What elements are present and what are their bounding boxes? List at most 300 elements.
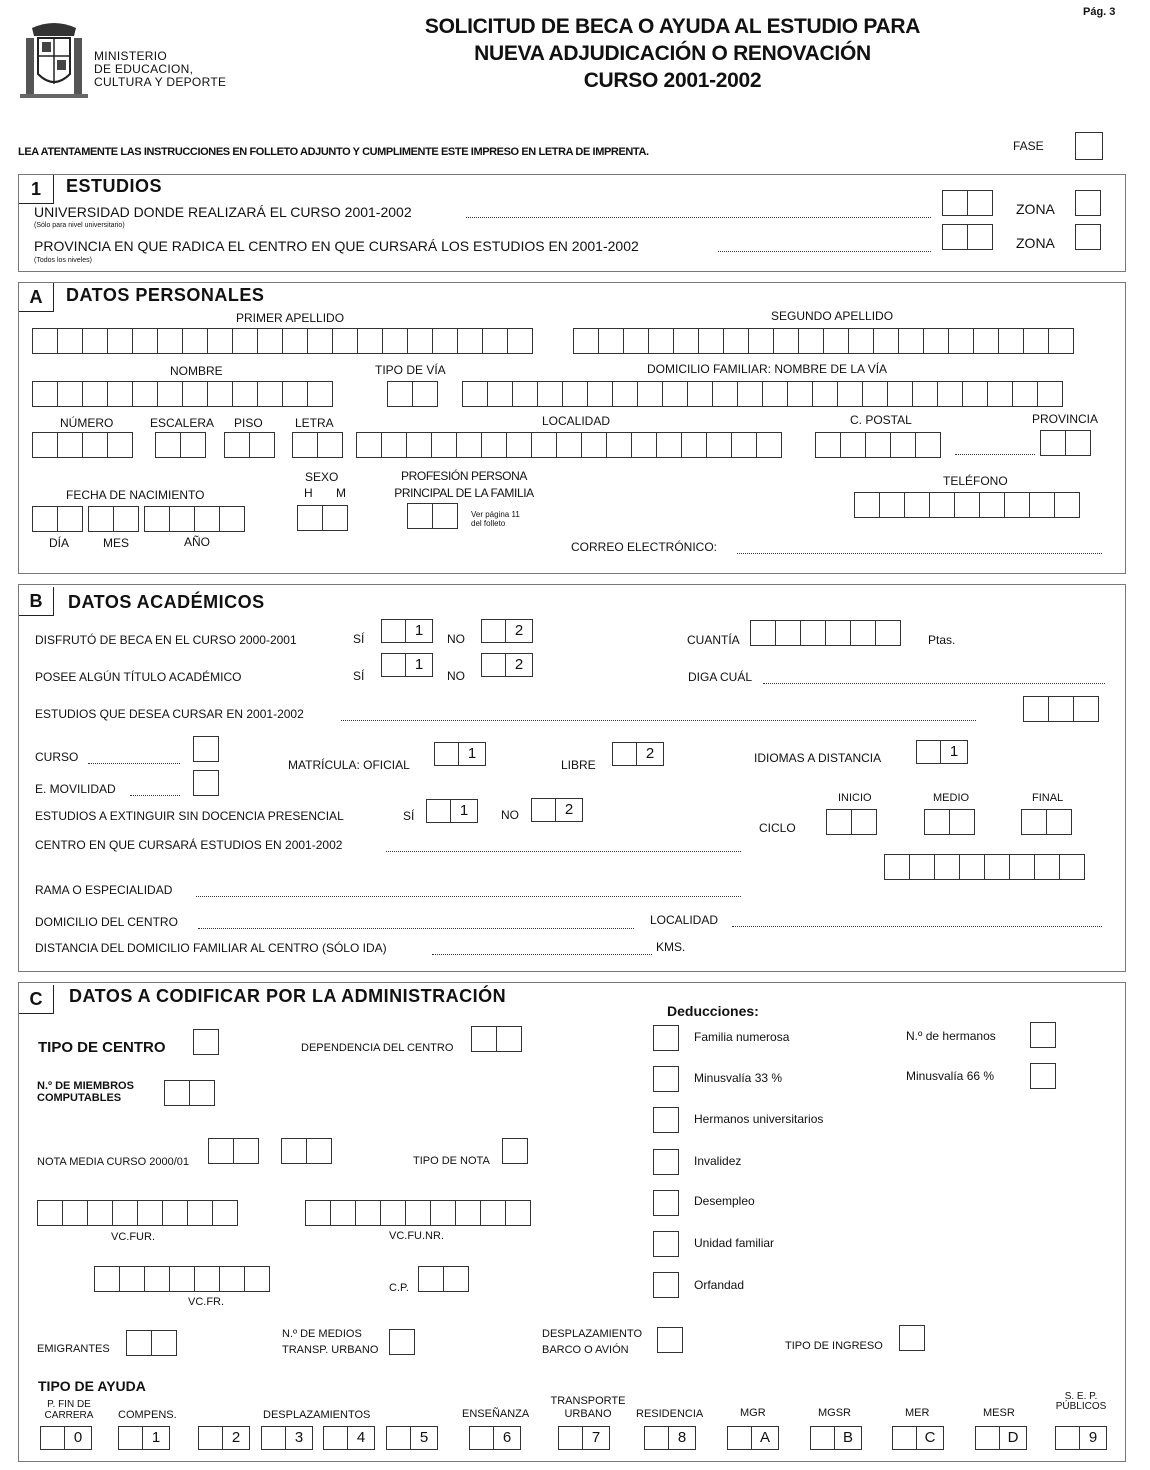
char-box[interactable]	[244, 1266, 270, 1292]
char-box[interactable]	[482, 328, 508, 354]
char-box[interactable]	[471, 1026, 497, 1052]
curso-box[interactable]	[193, 736, 219, 762]
char-box[interactable]	[151, 1330, 177, 1356]
char-box[interactable]	[381, 432, 407, 458]
char-box[interactable]	[219, 506, 245, 532]
extinguir-si-box[interactable]: 1	[426, 799, 478, 823]
char-box[interactable]	[573, 328, 599, 354]
char-box[interactable]	[756, 432, 782, 458]
char-box[interactable]	[496, 1026, 522, 1052]
char-box[interactable]	[840, 432, 866, 458]
char-box[interactable]	[984, 854, 1010, 880]
char-box[interactable]	[37, 1200, 63, 1226]
invalidez-box[interactable]	[653, 1149, 679, 1175]
primer-apellido-label: PRIMER APELLIDO	[236, 311, 345, 325]
char-box[interactable]	[998, 328, 1024, 354]
minusvalia-33-box[interactable]	[653, 1066, 679, 1092]
char-box[interactable]	[194, 506, 220, 532]
char-box[interactable]	[107, 381, 133, 407]
cuantia-boxes[interactable]	[750, 620, 901, 646]
dependencia-boxes[interactable]	[471, 1026, 522, 1052]
char-box[interactable]	[787, 381, 813, 407]
matricula-oficial-box[interactable]: 1	[434, 742, 486, 766]
char-box[interactable]	[631, 432, 657, 458]
char-box[interactable]	[306, 1138, 332, 1164]
char-box[interactable]	[307, 328, 333, 354]
char-box[interactable]	[457, 328, 483, 354]
char-box[interactable]	[480, 1200, 506, 1226]
ayuda-code-box[interactable]	[644, 1426, 696, 1450]
char-box[interactable]	[1021, 809, 1047, 835]
nota-media-boxes-2[interactable]	[281, 1138, 332, 1164]
ciclo-inicio-boxes[interactable]	[826, 809, 877, 835]
char-box[interactable]	[418, 1266, 444, 1292]
char-box[interactable]	[1065, 430, 1091, 456]
char-box[interactable]	[182, 328, 208, 354]
fase-box[interactable]	[1075, 132, 1103, 160]
char-box[interactable]	[219, 1266, 245, 1292]
sexo-boxes[interactable]	[297, 505, 348, 531]
char-box[interactable]	[648, 328, 674, 354]
char-box[interactable]	[823, 328, 849, 354]
char-box[interactable]	[875, 620, 901, 646]
char-box[interactable]	[865, 432, 891, 458]
char-box[interactable]	[562, 381, 588, 407]
char-box[interactable]	[32, 432, 58, 458]
char-box[interactable]	[57, 381, 83, 407]
char-box[interactable]	[581, 432, 607, 458]
char-box[interactable]	[723, 328, 749, 354]
char-box[interactable]	[954, 492, 980, 518]
char-box[interactable]	[155, 432, 181, 458]
char-box[interactable]	[282, 381, 308, 407]
char-box[interactable]	[815, 432, 841, 458]
minusvalia-66-label: Minusvalía 66 %	[906, 1069, 995, 1083]
desplaz-barco-label-1: DESPLAZAMIENTO	[542, 1328, 643, 1340]
letra-boxes[interactable]	[292, 432, 343, 458]
char-box[interactable]	[1034, 854, 1060, 880]
provincia-centro-label: PROVINCIA EN QUE RADICA EL CENTRO EN QUE CURSARÁ LOS ESTUDIOS EN 2001-2002	[34, 238, 639, 254]
hermanos-box[interactable]	[1030, 1022, 1056, 1048]
char-box[interactable]	[357, 328, 383, 354]
ayuda-code-box[interactable]	[198, 1426, 250, 1450]
cp-boxes[interactable]	[418, 1266, 469, 1292]
tipo-centro-box[interactable]	[193, 1029, 219, 1055]
char-box[interactable]	[432, 503, 458, 529]
char-box[interactable]	[431, 432, 457, 458]
char-box[interactable]	[825, 620, 851, 646]
mgsr-label: MGSR	[818, 1407, 851, 1419]
char-box[interactable]	[948, 328, 974, 354]
ptas-label: Ptas.	[928, 633, 956, 647]
ciclo-final-boxes[interactable]	[1021, 809, 1072, 835]
unidad-familiar-box[interactable]	[653, 1231, 679, 1257]
char-box[interactable]	[355, 1200, 381, 1226]
char-box[interactable]	[180, 432, 206, 458]
fecha-anio-boxes[interactable]	[144, 506, 245, 532]
piso-boxes[interactable]	[224, 432, 275, 458]
familia-numerosa-box[interactable]	[653, 1025, 679, 1051]
char-box[interactable]	[1048, 696, 1074, 722]
centro-boxes[interactable]	[884, 854, 1085, 880]
desplaz-barco-box[interactable]	[657, 1327, 683, 1353]
char-box[interactable]	[257, 328, 283, 354]
char-box[interactable]	[144, 1266, 170, 1292]
char-box[interactable]	[507, 328, 533, 354]
vcfur-label: VC.FUR.	[111, 1231, 155, 1243]
primer-apellido-boxes[interactable]	[32, 328, 533, 354]
nota-media-boxes-1[interactable]	[208, 1138, 259, 1164]
char-box[interactable]	[126, 1330, 152, 1356]
char-box[interactable]	[189, 1080, 215, 1106]
char-box[interactable]	[598, 328, 624, 354]
domicilio-boxes[interactable]	[462, 381, 1063, 407]
char-box[interactable]	[407, 328, 433, 354]
char-box[interactable]	[884, 854, 910, 880]
char-box[interactable]	[462, 381, 488, 407]
deducciones-title: Deducciones:	[667, 1003, 759, 1019]
char-box[interactable]	[800, 620, 826, 646]
char-box[interactable]	[132, 328, 158, 354]
char-box[interactable]	[812, 381, 838, 407]
estudios-desea-boxes[interactable]	[1023, 696, 1099, 722]
char-box[interactable]	[208, 1138, 234, 1164]
char-box[interactable]	[107, 432, 133, 458]
invalidez-label: Invalidez	[694, 1154, 742, 1168]
cpostal-boxes[interactable]	[815, 432, 941, 458]
char-box[interactable]	[113, 506, 139, 532]
char-box[interactable]	[443, 1266, 469, 1292]
disfruto-si-box[interactable]: 1	[381, 619, 433, 643]
char-box[interactable]	[637, 381, 663, 407]
char-box[interactable]	[681, 432, 707, 458]
char-box[interactable]	[923, 328, 949, 354]
ayuda-code-box[interactable]	[892, 1426, 944, 1450]
char-box[interactable]	[82, 432, 108, 458]
char-box[interactable]	[879, 492, 905, 518]
orfandad-box[interactable]	[653, 1272, 679, 1298]
zona-box-1[interactable]	[1075, 190, 1101, 216]
char-box[interactable]	[257, 381, 283, 407]
tipo-nota-box[interactable]	[502, 1138, 528, 1164]
char-box[interactable]	[282, 328, 308, 354]
char-box[interactable]	[157, 381, 183, 407]
char-box[interactable]	[387, 381, 413, 407]
telefono-boxes[interactable]	[854, 492, 1080, 518]
ayuda-code-box[interactable]	[469, 1426, 521, 1450]
char-box[interactable]	[57, 506, 83, 532]
char-box[interactable]	[656, 432, 682, 458]
char-box[interactable]	[962, 381, 988, 407]
char-box[interactable]	[537, 381, 563, 407]
fecha-mes-boxes[interactable]	[88, 506, 139, 532]
char-box[interactable]	[506, 432, 532, 458]
mgr-label: MGR	[740, 1407, 766, 1419]
distancia-label: DISTANCIA DEL DOMICILIO FAMILIAR AL CENTRO (SÓLO IDA)	[35, 941, 387, 955]
char-box[interactable]	[62, 1200, 88, 1226]
char-box[interactable]	[687, 381, 713, 407]
char-box[interactable]	[662, 381, 688, 407]
char-box[interactable]	[405, 1200, 431, 1226]
disfruto-no-box[interactable]: 2	[481, 619, 533, 643]
char-box[interactable]	[406, 432, 432, 458]
char-box[interactable]	[382, 328, 408, 354]
vcfunr-boxes[interactable]	[305, 1200, 531, 1226]
char-box[interactable]	[112, 1200, 138, 1226]
char-box[interactable]	[487, 381, 513, 407]
char-box[interactable]	[455, 1200, 481, 1226]
char-box[interactable]	[937, 381, 963, 407]
localidad-boxes[interactable]	[356, 432, 782, 458]
char-box[interactable]	[623, 328, 649, 354]
char-box[interactable]	[909, 854, 935, 880]
char-box[interactable]	[798, 328, 824, 354]
char-box[interactable]	[322, 505, 348, 531]
char-box[interactable]	[87, 1200, 113, 1226]
char-box[interactable]	[207, 328, 233, 354]
char-box[interactable]	[915, 432, 941, 458]
char-box[interactable]	[407, 503, 433, 529]
profesion-boxes[interactable]	[407, 503, 458, 529]
ayuda-code-box[interactable]	[40, 1426, 92, 1450]
char-box[interactable]	[1023, 328, 1049, 354]
char-box[interactable]	[949, 809, 975, 835]
char-box[interactable]	[88, 506, 114, 532]
ayuda-code-box[interactable]	[323, 1426, 375, 1450]
char-box[interactable]	[1012, 381, 1038, 407]
provincia-centro-boxes[interactable]	[942, 224, 993, 250]
char-box[interactable]	[432, 328, 458, 354]
ayuda-code-box[interactable]	[386, 1426, 438, 1450]
ayuda-code-box[interactable]	[1055, 1426, 1107, 1450]
char-box[interactable]	[890, 432, 916, 458]
char-box[interactable]	[848, 328, 874, 354]
char-box[interactable]	[162, 1200, 188, 1226]
provincia-note: (Todos los niveles)	[34, 257, 92, 264]
section-b-title: DATOS ACADÉMICOS	[68, 592, 265, 612]
ayuda-code-box[interactable]	[975, 1426, 1027, 1450]
char-box[interactable]	[750, 620, 776, 646]
ministry-line-1: MINISTERIO	[94, 49, 168, 63]
char-box[interactable]	[862, 381, 888, 407]
char-box[interactable]	[169, 506, 195, 532]
char-box[interactable]	[737, 381, 763, 407]
char-box[interactable]	[137, 1200, 163, 1226]
char-box[interactable]	[748, 328, 774, 354]
ciclo-final-label: FINAL	[1032, 792, 1064, 804]
char-box[interactable]	[281, 1138, 307, 1164]
estudios-desea-label: ESTUDIOS QUE DESEA CURSAR EN 2001-2002	[35, 707, 304, 721]
vcfur-boxes[interactable]	[37, 1200, 238, 1226]
char-box[interactable]	[854, 492, 880, 518]
char-box[interactable]	[232, 381, 258, 407]
char-box[interactable]	[1048, 328, 1074, 354]
char-box[interactable]	[456, 432, 482, 458]
char-box[interactable]	[1037, 381, 1063, 407]
zona-label-1: ZONA	[1016, 201, 1055, 217]
matricula-libre-box[interactable]: 2	[612, 742, 664, 766]
char-box[interactable]	[330, 1200, 356, 1226]
char-box[interactable]	[164, 1080, 190, 1106]
medios-box[interactable]	[389, 1329, 415, 1355]
char-box[interactable]	[144, 506, 170, 532]
char-box[interactable]	[898, 328, 924, 354]
char-box[interactable]	[212, 1200, 238, 1226]
char-box[interactable]	[107, 328, 133, 354]
char-box[interactable]	[731, 432, 757, 458]
ciclo-medio-boxes[interactable]	[924, 809, 975, 835]
char-box[interactable]	[929, 492, 955, 518]
residencia-label: RESIDENCIA	[636, 1408, 704, 1420]
char-box[interactable]	[826, 809, 852, 835]
char-box[interactable]	[82, 381, 108, 407]
ayuda-code-value: 6	[493, 1427, 520, 1449]
ayuda-code-box[interactable]	[810, 1426, 862, 1450]
char-box[interactable]	[194, 1266, 220, 1292]
char-box[interactable]	[973, 328, 999, 354]
numero-boxes[interactable]	[32, 432, 133, 458]
char-box[interactable]	[32, 381, 58, 407]
char-box[interactable]	[1073, 696, 1099, 722]
ayuda-code-box[interactable]	[558, 1426, 610, 1450]
segundo-apellido-boxes[interactable]	[573, 328, 1074, 354]
char-box[interactable]	[305, 1200, 331, 1226]
char-box[interactable]	[356, 432, 382, 458]
char-box[interactable]	[187, 1200, 213, 1226]
char-box[interactable]	[912, 381, 938, 407]
char-box[interactable]	[169, 1266, 195, 1292]
char-box[interactable]	[182, 381, 208, 407]
char-box[interactable]	[873, 328, 899, 354]
char-box[interactable]	[332, 328, 358, 354]
ayuda-code-box[interactable]	[261, 1426, 313, 1450]
char-box[interactable]	[430, 1200, 456, 1226]
char-box[interactable]	[1029, 492, 1055, 518]
char-box[interactable]	[1046, 809, 1072, 835]
char-box[interactable]	[57, 432, 83, 458]
posee-no-box[interactable]: 2	[481, 653, 533, 677]
sep-label-1: S. E. P.	[1064, 1391, 1098, 1402]
char-box[interactable]	[232, 328, 258, 354]
char-box[interactable]	[904, 492, 930, 518]
zona-box-2[interactable]	[1075, 224, 1101, 250]
char-box[interactable]	[412, 381, 438, 407]
char-box[interactable]	[773, 328, 799, 354]
minusvalia-66-box[interactable]	[1030, 1063, 1056, 1089]
char-box[interactable]	[481, 432, 507, 458]
ayuda-code-value: B	[834, 1427, 861, 1449]
char-box[interactable]	[94, 1266, 120, 1292]
char-box[interactable]	[712, 381, 738, 407]
title-line-3: CURSO 2001-2002	[583, 69, 762, 92]
tipo-ingreso-box[interactable]	[899, 1325, 925, 1351]
char-box[interactable]	[82, 328, 108, 354]
char-box[interactable]	[887, 381, 913, 407]
profesion-label-1: PROFESIÓN PERSONA	[401, 469, 527, 483]
char-box[interactable]	[612, 381, 638, 407]
char-box[interactable]	[57, 328, 83, 354]
char-box[interactable]	[1009, 854, 1035, 880]
extinguir-no-box[interactable]: 2	[531, 798, 583, 822]
ayuda-code-value: 1	[142, 1427, 169, 1449]
char-box[interactable]	[851, 809, 877, 835]
char-box[interactable]	[934, 854, 960, 880]
fecha-dia-boxes[interactable]	[32, 506, 83, 532]
ciclo-medio-label: MEDIO	[933, 792, 970, 804]
escalera-boxes[interactable]	[155, 432, 206, 458]
char-box[interactable]	[1059, 854, 1085, 880]
char-box[interactable]	[224, 432, 250, 458]
char-box[interactable]	[380, 1200, 406, 1226]
char-box[interactable]	[556, 432, 582, 458]
transporte-label-1: TRANSPORTE	[550, 1395, 626, 1407]
miembros-boxes[interactable]	[164, 1080, 215, 1106]
nombre-boxes[interactable]	[32, 381, 333, 407]
char-box[interactable]	[706, 432, 732, 458]
char-box[interactable]	[587, 381, 613, 407]
emigrantes-boxes[interactable]	[126, 1330, 177, 1356]
char-box[interactable]	[606, 432, 632, 458]
char-box[interactable]	[207, 381, 233, 407]
char-box[interactable]	[132, 381, 158, 407]
char-box[interactable]	[698, 328, 724, 354]
char-box[interactable]	[317, 432, 343, 458]
char-box[interactable]	[1023, 696, 1049, 722]
char-box[interactable]	[850, 620, 876, 646]
char-box[interactable]	[233, 1138, 259, 1164]
char-box[interactable]	[32, 328, 58, 354]
ayuda-code-box[interactable]	[118, 1426, 170, 1450]
idiomas-box[interactable]: 1	[916, 740, 968, 764]
universidad-boxes[interactable]	[942, 190, 993, 216]
movilidad-box[interactable]	[193, 770, 219, 796]
localidad-label: LOCALIDAD	[542, 414, 611, 428]
char-box[interactable]	[512, 381, 538, 407]
desempleo-box[interactable]	[653, 1190, 679, 1216]
char-box[interactable]	[959, 854, 985, 880]
char-box[interactable]	[673, 328, 699, 354]
char-box[interactable]	[32, 506, 58, 532]
ayuda-code-box[interactable]	[727, 1426, 779, 1450]
char-box[interactable]	[157, 328, 183, 354]
tipo-via-boxes[interactable]	[387, 381, 438, 407]
char-box[interactable]	[837, 381, 863, 407]
char-box[interactable]	[762, 381, 788, 407]
transporte-label-2: URBANO	[564, 1408, 612, 1420]
char-box[interactable]	[987, 381, 1013, 407]
char-box[interactable]	[924, 809, 950, 835]
char-box[interactable]	[531, 432, 557, 458]
provincia-boxes[interactable]	[1040, 430, 1091, 456]
char-box[interactable]	[292, 432, 318, 458]
posee-si-box[interactable]: 1	[381, 653, 433, 677]
char-box[interactable]	[307, 381, 333, 407]
char-box[interactable]	[249, 432, 275, 458]
tipo-ingreso-label: TIPO DE INGRESO	[785, 1340, 883, 1352]
char-box[interactable]	[505, 1200, 531, 1226]
char-box[interactable]	[979, 492, 1005, 518]
vcfr-boxes[interactable]	[94, 1266, 270, 1292]
char-box[interactable]	[775, 620, 801, 646]
char-box[interactable]	[297, 505, 323, 531]
cpostal-label: C. POSTAL	[850, 413, 912, 427]
char-box[interactable]	[1004, 492, 1030, 518]
char-box[interactable]	[119, 1266, 145, 1292]
char-box[interactable]	[1054, 492, 1080, 518]
hermanos-univ-box[interactable]	[653, 1107, 679, 1133]
vcfr-label: VC.FR.	[188, 1296, 225, 1308]
char-box[interactable]	[1040, 430, 1066, 456]
